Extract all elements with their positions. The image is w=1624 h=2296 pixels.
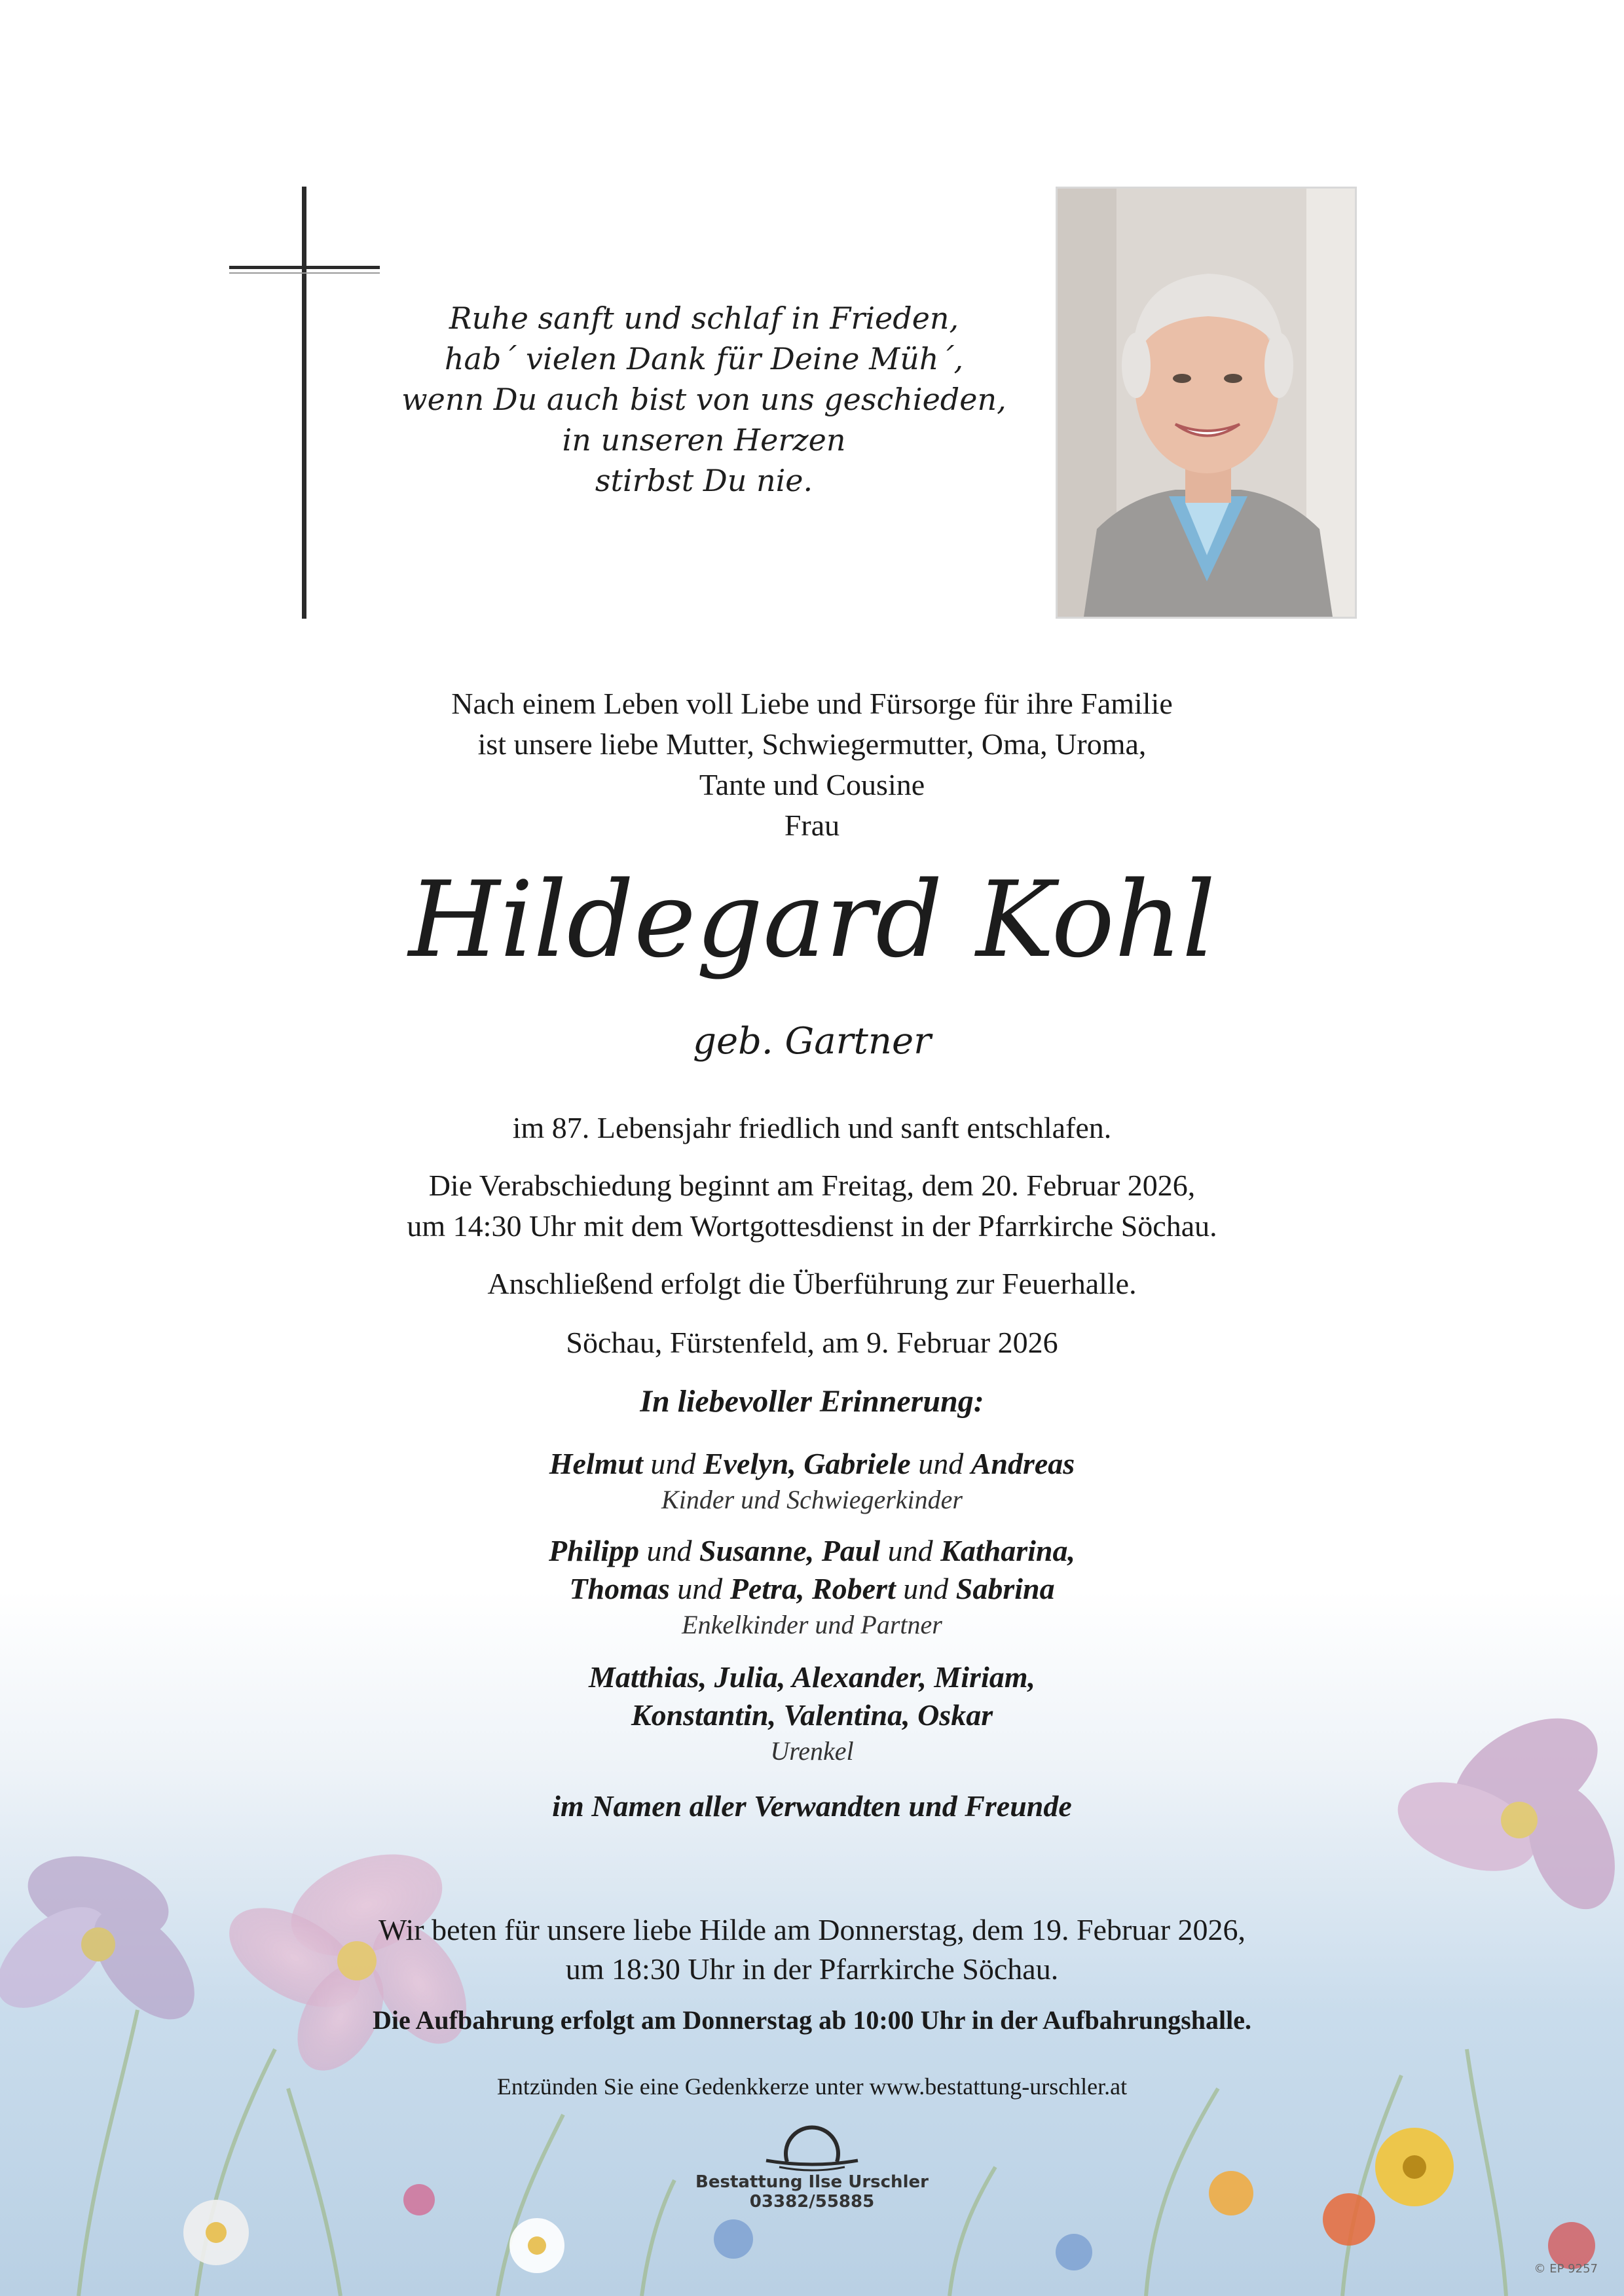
great-grandchildren-names — [0, 1658, 1624, 1696]
connector: und — [880, 1534, 941, 1567]
family-name: Petra, Robert — [729, 1572, 896, 1605]
family-name: Thomas — [569, 1572, 670, 1605]
farewell-text — [0, 1165, 1624, 1247]
prayer-line: Wir beten für unsere liebe Hilde am Donnerstag, dem 19. Februar 2026, — [378, 1913, 1246, 1946]
intro-line: ist unsere liebe Mutter, Schwiegermutter, Oma, Uroma, — [477, 727, 1147, 761]
family-name: Konstantin, Valentina, Oskar — [631, 1698, 993, 1732]
verse-line: wenn Du auch bist von uns geschieden, — [401, 382, 1006, 417]
candle-link-text: Entzünden Sie eine Gedenkkerze unter www.bestattung-urschler.at — [496, 2073, 1128, 2100]
prayer-line: um 18:30 Uhr in der Pfarrkirche Söchau. — [565, 1952, 1059, 1986]
template-code: © EP 9257 — [1534, 2262, 1598, 2276]
relation-label: Enkelkinder und Partner — [682, 1610, 942, 1639]
viewing-announcement: Die Aufbahrung erfolgt am Donnerstag ab 10:00 Uhr in der Aufbahrungshalle. — [373, 2005, 1251, 2035]
intro-line: Nach einem Leben voll Liebe und Fürsorge für ihre Familie — [451, 687, 1173, 720]
family-name: Andreas — [970, 1447, 1075, 1480]
grandchildren-names — [0, 1570, 1624, 1608]
children-names — [0, 1445, 1624, 1483]
connector: und — [642, 1447, 703, 1480]
closing-line: im Namen aller Verwandten und Freunde — [552, 1789, 1072, 1823]
verse-line: in unseren Herzen — [562, 422, 846, 458]
age-line: im 87. Lebensjahr friedlich und sanft entschlafen. — [512, 1111, 1112, 1144]
connector: und — [639, 1534, 700, 1567]
funeral-home-info — [0, 2172, 1624, 2212]
cross-horizontal — [229, 266, 380, 269]
relation-label: Kinder und Schwiegerkinder — [661, 1485, 963, 1514]
intro-line: Tante und Cousine — [699, 768, 925, 801]
family-name: Katharina, — [940, 1534, 1075, 1567]
family-grandchildren — [0, 1532, 1624, 1642]
farewell-line: um 14:30 Uhr mit dem Wortgottesdienst in der Pfarrkirche Söchau. — [407, 1209, 1217, 1243]
cross-horizontal-shadow — [229, 272, 380, 274]
intro-line: Frau — [784, 809, 840, 842]
family-great-grandchildren — [0, 1658, 1624, 1768]
portrait-photo — [1056, 187, 1357, 619]
great-grandchildren-names — [0, 1696, 1624, 1734]
grandchildren-names — [0, 1532, 1624, 1570]
verse-line: Ruhe sanft und schlaf in Frieden, — [449, 301, 959, 336]
maiden-name: geb. Gartner — [693, 1020, 931, 1063]
family-name: Susanne, Paul — [699, 1534, 881, 1567]
farewell-line: Die Verabschiedung beginnt am Freitag, dem 20. Februar 2026, — [428, 1169, 1196, 1202]
portrait-illustration — [1058, 189, 1355, 617]
transfer-line: Anschließend erfolgt die Überführung zur Feuerhalle. — [487, 1267, 1137, 1300]
memory-heading: In liebevoller Erinnerung: — [640, 1384, 984, 1419]
place-date-line: Söchau, Fürstenfeld, am 9. Februar 2026 — [566, 1326, 1058, 1359]
connector: und — [910, 1447, 971, 1480]
intro-text — [0, 683, 1624, 846]
deceased-name: Hildegard Kohl — [408, 858, 1216, 981]
funeral-home-name: Bestattung Ilse Urschler — [695, 2172, 929, 2192]
family-name: Evelyn, Gabriele — [703, 1447, 911, 1480]
connector: und — [895, 1572, 956, 1605]
funeral-home-logo-icon — [747, 2121, 877, 2174]
family-children — [0, 1445, 1624, 1517]
verse-line: hab´ vielen Dank für Deine Müh´, — [444, 341, 964, 376]
funeral-home-phone: 03382/55885 — [749, 2192, 875, 2212]
connector: und — [669, 1572, 730, 1605]
relation-label: Urenkel — [770, 1736, 854, 1766]
family-name: Matthias, Julia, Alexander, Miriam, — [588, 1660, 1036, 1694]
family-name: Philipp — [549, 1534, 640, 1567]
verse-line: stirbst Du nie. — [595, 463, 813, 498]
family-name: Helmut — [549, 1447, 643, 1480]
prayer-announcement — [0, 1910, 1624, 1989]
family-name: Sabrina — [955, 1572, 1055, 1605]
